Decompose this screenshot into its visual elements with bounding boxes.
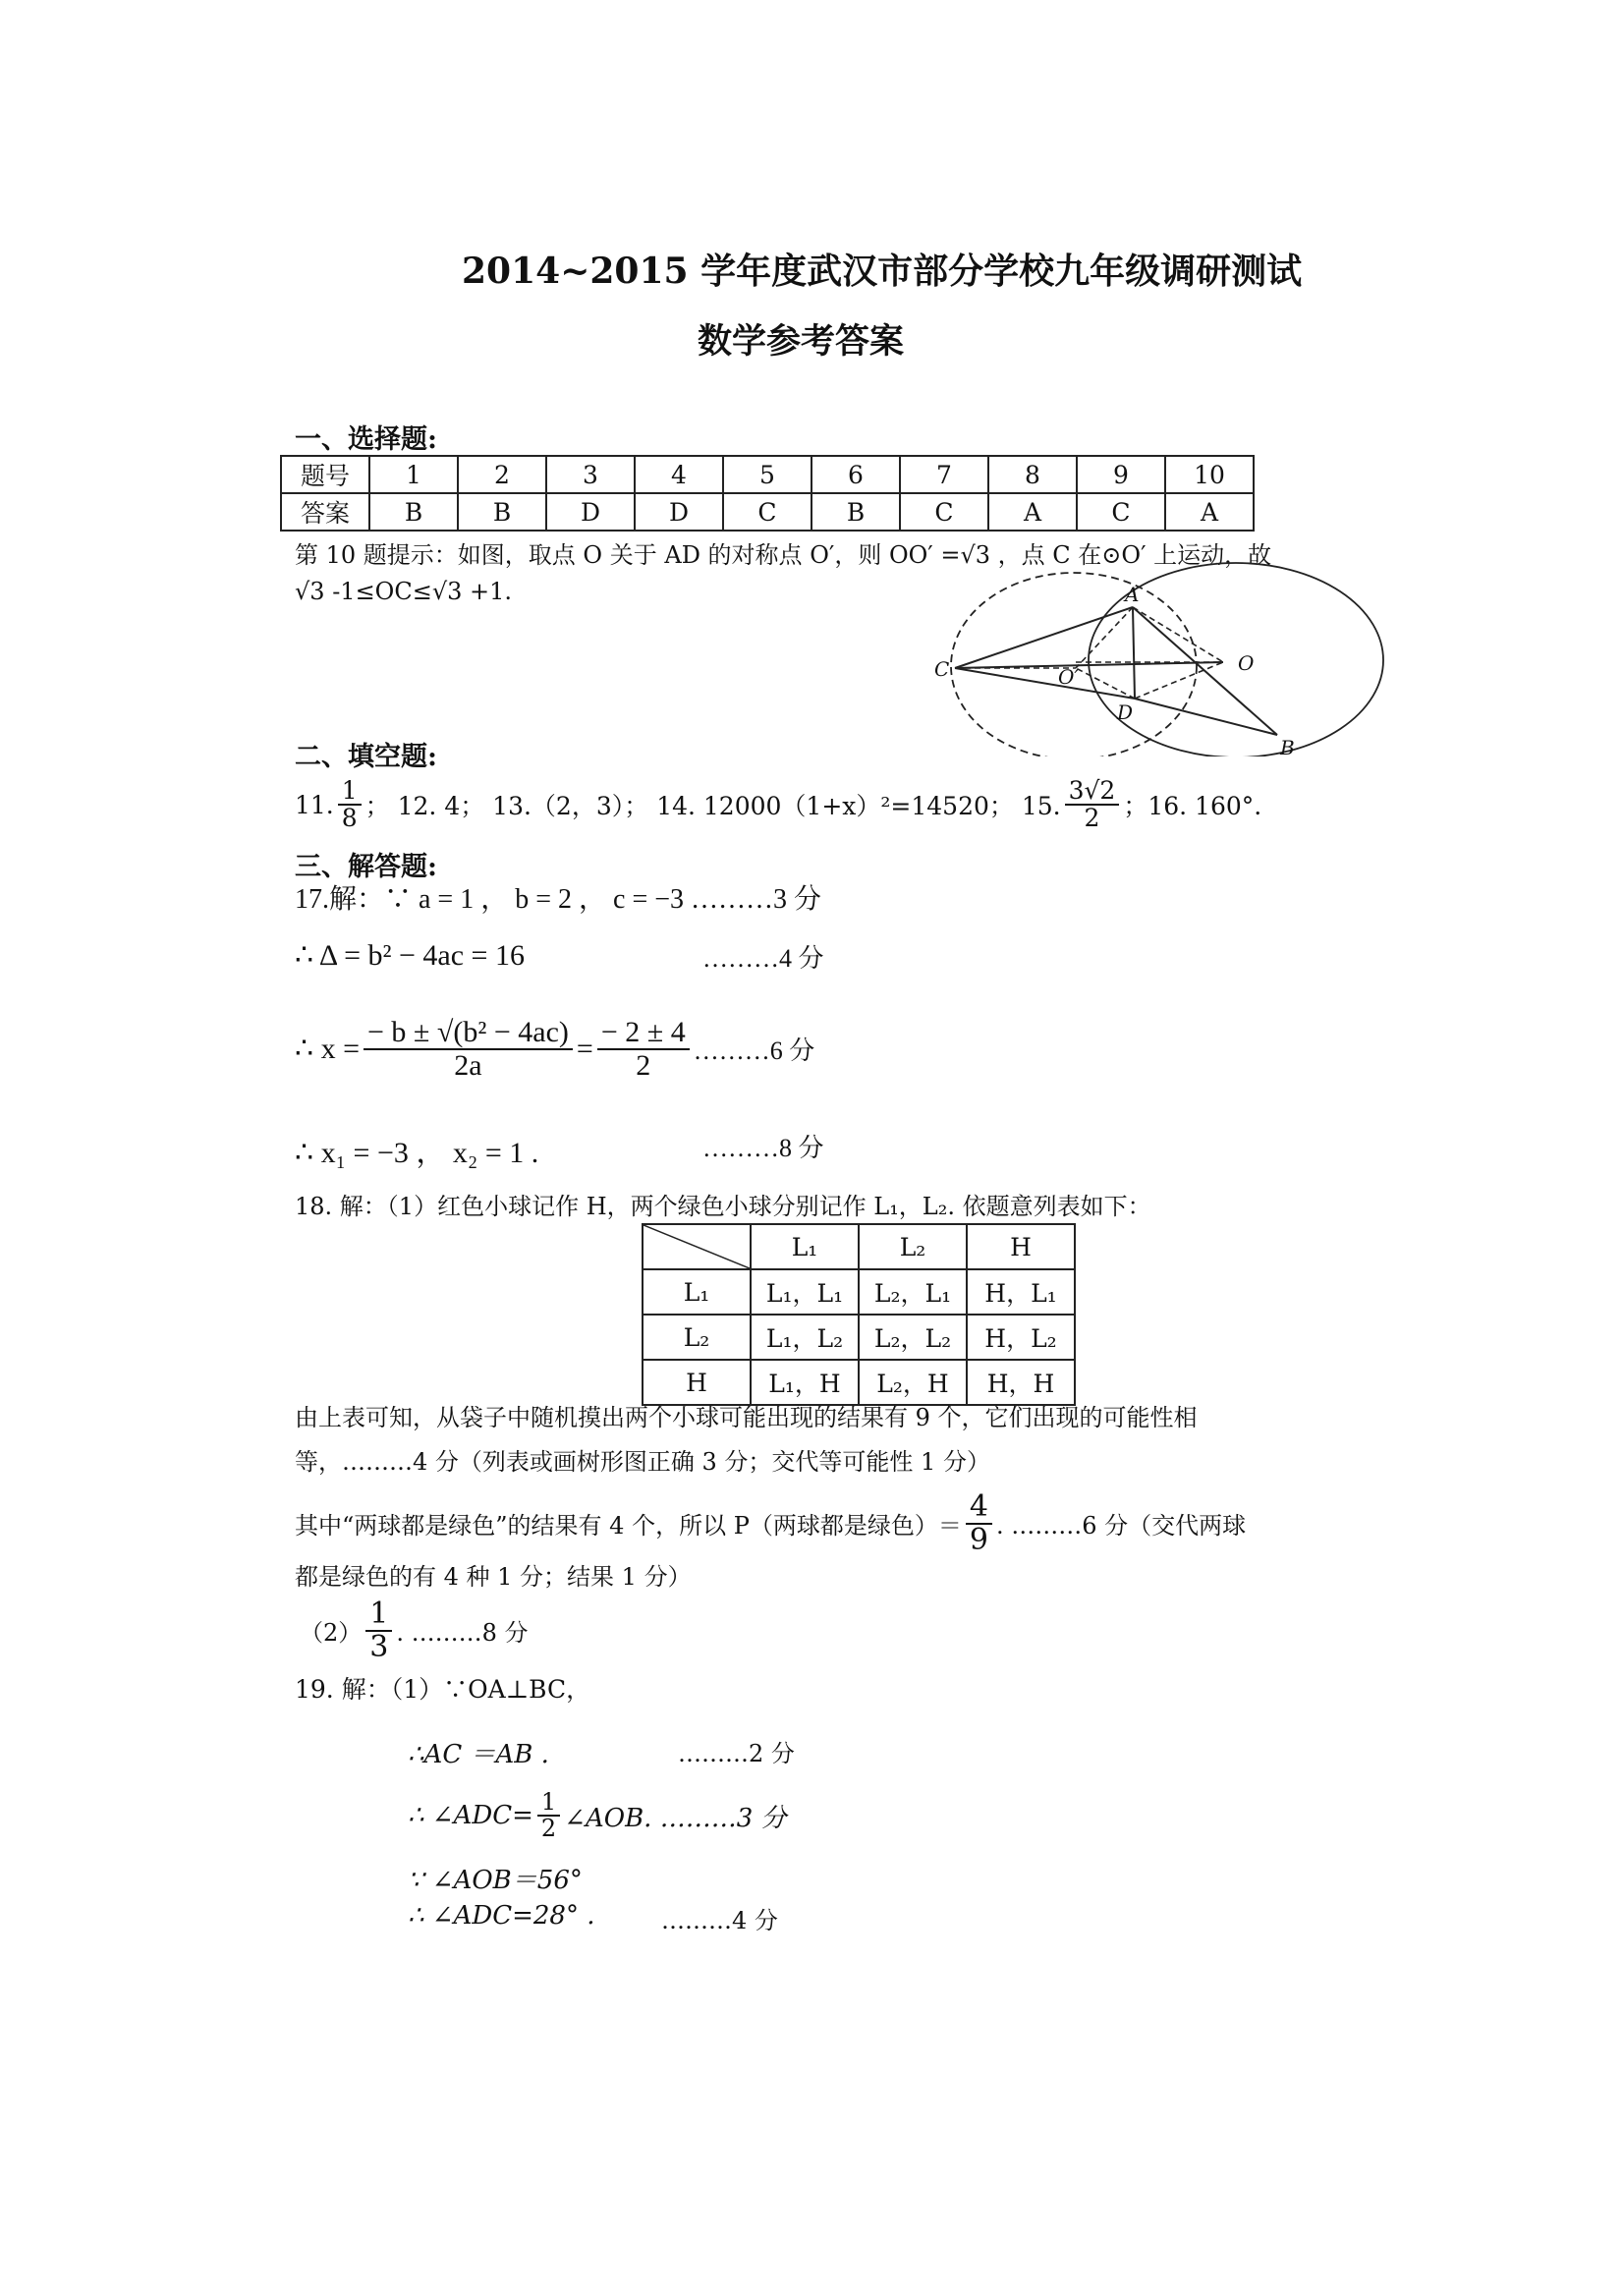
document-subtitle: 数学参考答案	[698, 321, 905, 362]
diagram-label-c: C	[934, 657, 950, 681]
q17-line4: ∴ x₁ = −3 ， x₂ = 1 .	[295, 1137, 539, 1169]
q18-probability-fraction: $\frac{4}{9}$	[966, 1491, 992, 1555]
table-cell: L₁，L₁	[751, 1269, 859, 1315]
hint-text-line1: 第 10 题提示：如图，取点 O 关于 AD 的对称点 O′，则 OO′ =√3 ，点 C 在⊙O′ 上运动，故	[295, 541, 1272, 569]
q11-fraction: $\frac{1}{8}$	[338, 778, 362, 832]
q19-line5-score: ………4 分	[661, 1907, 778, 1934]
q19-line2: ∴AC ＝AB .	[408, 1740, 549, 1769]
q17-line4-score: ………8 分	[702, 1134, 824, 1162]
table-cell: 答案	[281, 493, 369, 531]
table-cell: D	[635, 493, 723, 531]
table-cell: C	[723, 493, 812, 531]
q18-p3-text: 其中“两球都是绿色”的结果有 4 个，所以 P（两球都是绿色）＝	[295, 1512, 962, 1540]
table-cell: L₂，L₁	[859, 1269, 967, 1315]
table-row	[281, 456, 1254, 493]
table-cell: H，L₂	[967, 1315, 1075, 1360]
q19-line1: 19. 解：（1）∵OA⊥BC，	[295, 1675, 591, 1704]
section-heading-choice: 一、选择题:	[295, 424, 437, 455]
hint-text-line2: √3 -1≤OC≤√3 +1.	[295, 578, 513, 605]
q18-paragraph2: 等，………4 分（列表或画树形图正确 3 分；交代等可能性 1 分）	[295, 1448, 990, 1476]
table-cell: 9	[1077, 456, 1165, 493]
table-cell: 6	[812, 456, 900, 493]
q18-p3-score: . ………6 分（交代两球	[995, 1512, 1247, 1540]
choice-answer-table	[280, 455, 1255, 532]
table-cell: B	[458, 493, 546, 531]
q15-fraction: $\frac{3√2}{2}$	[1065, 778, 1120, 832]
table-cell: A	[988, 493, 1077, 531]
table-cell: 4	[635, 456, 723, 493]
q19-line2-score: ………2 分	[678, 1740, 795, 1767]
q18-part2-label: （2）	[300, 1619, 363, 1647]
table-cell: 3	[546, 456, 635, 493]
q18-intro: 18. 解：（1）红色小球记作 H，两个绿色小球分别记作 L₁，L₂. 依题意列表如下：	[295, 1193, 1151, 1220]
table-cell: 5	[723, 456, 812, 493]
section-heading-solve: 三、解答题:	[295, 852, 437, 882]
table-cell: 1	[369, 456, 458, 493]
section-heading-fill: 二、填空题:	[295, 742, 437, 772]
table-cell: L₂，H	[859, 1360, 967, 1405]
table-row	[281, 493, 1254, 531]
table-cell: C	[900, 493, 988, 531]
diagram-label-a: A	[1125, 583, 1140, 606]
q19-line3-text: ∴ ∠ADC=	[408, 1801, 533, 1831]
diagram-label-o: O	[1238, 651, 1255, 675]
table-cell: L₁，L₂	[751, 1315, 859, 1360]
diagram-label-b: B	[1280, 736, 1295, 756]
table-cell: H	[643, 1360, 751, 1405]
table-cell: 7	[900, 456, 988, 493]
table-cell: C	[1077, 493, 1165, 531]
table-cell: L₁，H	[751, 1360, 859, 1405]
table-row	[643, 1269, 1075, 1315]
quadratic-result: $\frac{- 2 \pm 4}{2}$	[597, 1017, 690, 1081]
q18-part2-fraction: $\frac{1}{3}$	[365, 1598, 392, 1662]
table-cell: D	[546, 493, 635, 531]
table-corner-cell	[643, 1224, 751, 1269]
quadratic-formula: $\frac{\text{− b ± √(b² − 4ac)}}{2a}$	[364, 1017, 573, 1081]
q18-paragraph3	[295, 1491, 1246, 1555]
table-cell: 题号	[281, 456, 369, 493]
q17-line3	[295, 1017, 814, 1081]
table-cell: H，H	[967, 1360, 1075, 1405]
document-title: 2014~2015 学年度武汉市部分学校九年级调研测试	[462, 251, 1303, 292]
q19-line5: ∴ ∠ADC=28° .	[408, 1901, 595, 1931]
q17-line3-score: ………6 分	[693, 1036, 815, 1065]
q18-part2	[300, 1598, 529, 1662]
q19-line4: ∵ ∠AOB＝56°	[408, 1866, 583, 1895]
table-cell: L₁	[751, 1224, 859, 1269]
q16-answer: ；16. 160°.	[1123, 792, 1262, 821]
table-cell: L₂，L₂	[859, 1315, 967, 1360]
fill-answers	[295, 778, 1261, 832]
q18-paragraph1: 由上表可知，从袋子中随机摸出两个小球可能出现的结果有 9 个，它们出现的可能性相	[295, 1404, 1198, 1431]
q18-part2-score: . ………8 分	[396, 1619, 529, 1647]
table-cell: H	[967, 1224, 1075, 1269]
q11-label: 11.	[295, 790, 334, 819]
q19-half-fraction: $\frac{1}{2}$	[537, 1790, 560, 1841]
table-cell: B	[369, 493, 458, 531]
q17-line2: ∴ Δ = b² − 4ac = 16	[295, 939, 525, 972]
q12-q14-answers: ； 12. 4； 13.（2，3）； 14. 12000（1+x）²=14520； 15.	[364, 792, 1061, 821]
table-cell: B	[812, 493, 900, 531]
table-cell: L₁	[643, 1269, 751, 1315]
q19-line3-score: ∠AOB. ………3 分	[564, 1803, 787, 1833]
geometry-diagram	[928, 560, 1420, 756]
diagram-label-o-prime: O′	[1058, 665, 1079, 689]
table-cell: L₂	[643, 1315, 751, 1360]
table-cell: L₂	[859, 1224, 967, 1269]
table-cell: 10	[1165, 456, 1254, 493]
table-cell: 8	[988, 456, 1077, 493]
q17-x-equals: ∴ x =	[295, 1033, 361, 1065]
table-cell: A	[1165, 493, 1254, 531]
outcome-table	[642, 1223, 1076, 1406]
q19-line3	[408, 1790, 787, 1841]
q17-line1: 17.解：∵ a = 1 ， b = 2 ， c = −3 ………3 分	[295, 884, 822, 915]
table-row	[643, 1224, 1075, 1269]
table-cell: 2	[458, 456, 546, 493]
q17-line2-score: ………4 分	[702, 944, 824, 973]
table-row	[643, 1315, 1075, 1360]
diagram-label-d: D	[1117, 700, 1134, 724]
equals-sign: =	[576, 1032, 593, 1065]
table-cell: H，L₁	[967, 1269, 1075, 1315]
q18-paragraph4: 都是绿色的有 4 种 1 分；结果 1 分）	[295, 1563, 692, 1591]
